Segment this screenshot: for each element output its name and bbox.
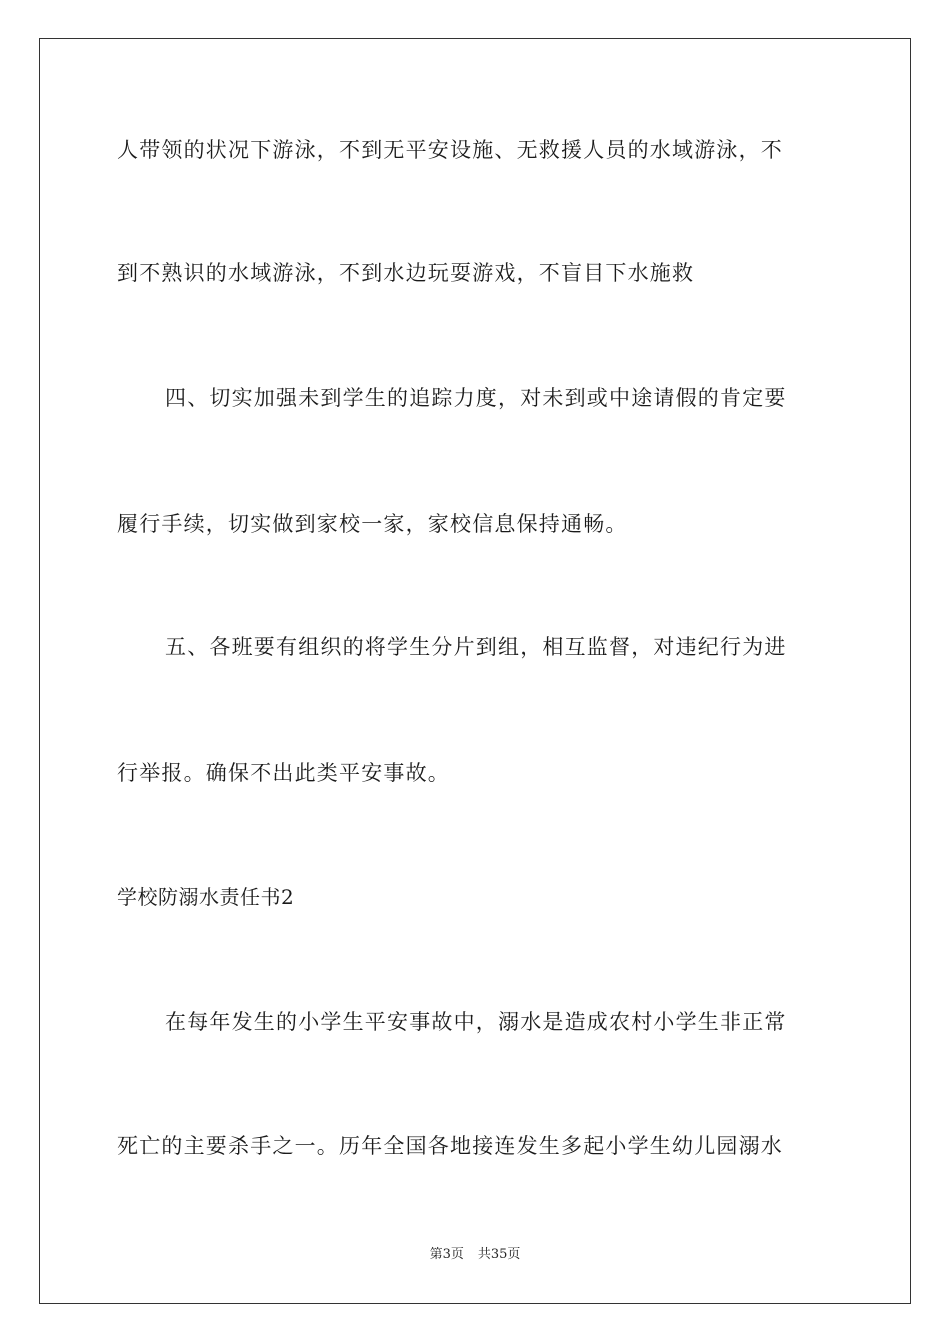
page-border xyxy=(39,38,911,1304)
paragraph-line-8: 死亡的主要杀手之一。历年全国各地接连发生多起小学生幼儿园溺水 xyxy=(117,1134,783,1158)
paragraph-line-4: 履行手续，切实做到家校一家，家校信息保持通畅。 xyxy=(117,512,628,536)
paragraph-line-6: 行举报。确保不出此类平安事故。 xyxy=(117,761,450,785)
paragraph-line-3: 四、切实加强未到学生的追踪力度，对未到或中途请假的肯定要 xyxy=(165,386,787,410)
paragraph-line-1: 人带领的状况下游泳，不到无平安设施、无救援人员的水域游泳，不 xyxy=(117,138,783,162)
page-number: 第3页 xyxy=(429,1247,464,1262)
total-pages: 共35页 xyxy=(477,1247,521,1262)
section-heading: 学校防溺水责任书2 xyxy=(117,885,295,909)
paragraph-line-7: 在每年发生的小学生平安事故中，溺水是造成农村小学生非正常 xyxy=(165,1010,787,1034)
paragraph-line-2: 到不熟识的水域游泳，不到水边玩耍游戏，不盲目下水施救 xyxy=(117,261,695,285)
paragraph-line-5: 五、各班要有组织的将学生分片到组，相互监督，对违纪行为进 xyxy=(165,635,787,659)
page-footer xyxy=(0,1246,950,1264)
